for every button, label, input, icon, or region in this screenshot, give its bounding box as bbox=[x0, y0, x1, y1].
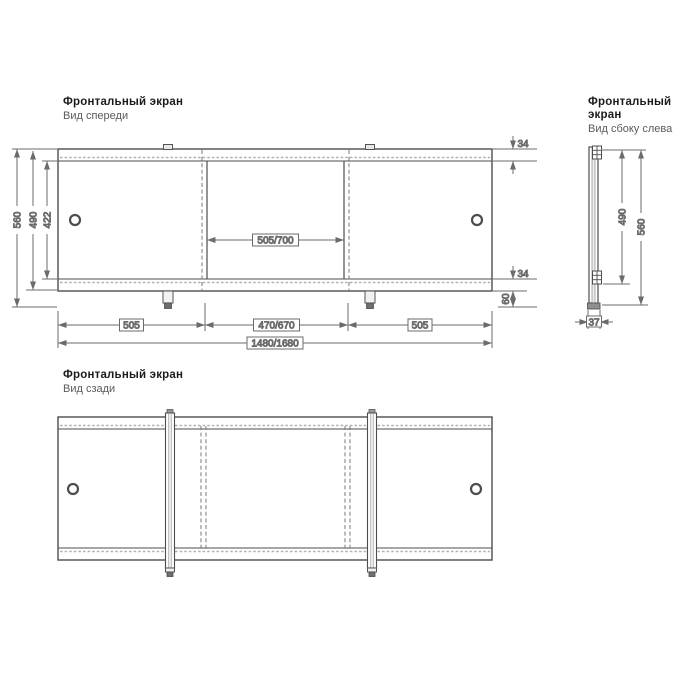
front-dim-inner-height: 422 bbox=[42, 211, 54, 229]
side-dim-frame-height: 490 bbox=[617, 208, 629, 226]
front-dim-bottom-left: 505 bbox=[123, 320, 140, 332]
front-dim-frame-height: 490 bbox=[28, 211, 40, 229]
front-view-subtitle: Вид спереди bbox=[63, 110, 129, 122]
front-dim-rail-top: 34 bbox=[517, 139, 529, 150]
front-view bbox=[58, 145, 492, 309]
rear-post-left bbox=[166, 410, 175, 577]
front-top-bracket-right bbox=[366, 145, 375, 150]
side-bracket-top bbox=[593, 146, 602, 159]
front-dim-bottom-center: 470/670 bbox=[258, 320, 295, 332]
front-dim-total-height: 560 bbox=[12, 211, 24, 229]
rear-view bbox=[58, 410, 492, 577]
rear-post-right bbox=[368, 410, 377, 577]
front-handle-hole-right bbox=[472, 215, 482, 225]
front-leg-left bbox=[163, 291, 173, 309]
side-dim-total-height: 560 bbox=[636, 218, 648, 236]
rear-handle-hole-right bbox=[471, 484, 481, 494]
rear-view-title: Фронтальный экран bbox=[63, 369, 184, 381]
side-bracket-bottom bbox=[593, 271, 602, 284]
side-view-title: Фронтальный экран bbox=[588, 96, 672, 121]
side-view-subtitle: Вид сбоку слева bbox=[588, 123, 673, 135]
rear-handle-hole-left bbox=[68, 484, 78, 494]
front-dim-rail-bottom: 34 bbox=[517, 269, 529, 280]
front-dim-leg-height: 60 bbox=[501, 293, 512, 305]
front-top-bracket-left bbox=[164, 145, 173, 150]
front-dim-total-width: 1480/1680 bbox=[251, 338, 299, 350]
front-dim-door-width: 505/700 bbox=[257, 235, 294, 247]
front-dim-bottom-right: 505 bbox=[411, 320, 429, 332]
side-dimensions bbox=[575, 150, 648, 329]
side-foot bbox=[588, 303, 601, 309]
rear-panel-outline bbox=[58, 417, 492, 560]
front-leg-right bbox=[365, 291, 375, 309]
side-view bbox=[588, 146, 602, 309]
side-dim-depth: 37 bbox=[588, 317, 600, 329]
rear-view-subtitle: Вид сзади bbox=[63, 383, 116, 395]
front-view-title: Фронтальный экран bbox=[63, 96, 184, 108]
front-panel-outline bbox=[58, 149, 492, 291]
front-handle-hole-left bbox=[70, 215, 80, 225]
